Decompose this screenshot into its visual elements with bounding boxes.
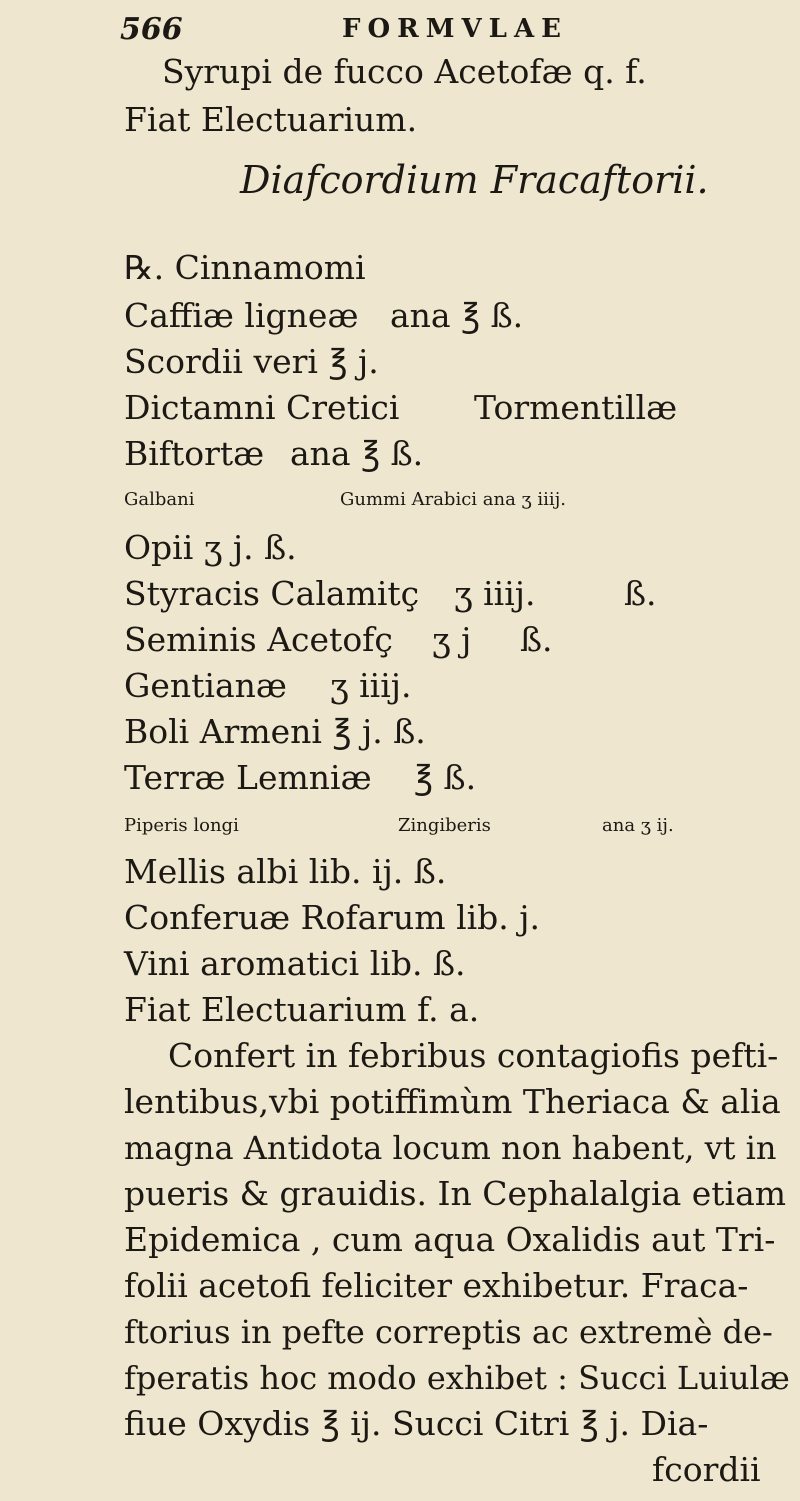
- running-title: FORMVLAE: [342, 14, 568, 44]
- ingredient: Piperis longi: [124, 815, 239, 836]
- ingredient: Caffiæ ligneæ: [124, 296, 359, 335]
- intro-line-1: Syrupi de fucco Acetofæ q. f.: [162, 52, 647, 91]
- paragraph-line: Epidemica , cum aqua Oxalidis aut Tri-: [124, 1220, 776, 1259]
- ingredient: Scordii veri ℥ j.: [124, 342, 379, 381]
- ingredient: ℞. Cinnamomi: [124, 248, 366, 287]
- ingredient: Gentianæ: [124, 666, 287, 705]
- dosage-half: ß.: [520, 620, 553, 659]
- dosage: ana ℥ ß.: [290, 434, 424, 473]
- ingredient: Dictamni Cretici: [124, 388, 400, 427]
- dosage: ana ʒ ij.: [602, 815, 674, 836]
- intro-line-2: Fiat Electuarium.: [124, 100, 418, 139]
- ingredient: Mellis albi lib. ij. ß.: [124, 852, 447, 891]
- dosage: ana ℥ ß.: [390, 296, 524, 335]
- ingredient: Styracis Calamitç: [124, 574, 420, 613]
- paragraph-line: Confert in febribus contagiofis pefti-: [168, 1036, 779, 1075]
- dosage: ʒ iiij.: [330, 666, 412, 705]
- catchword: fcordii: [652, 1450, 761, 1489]
- dosage: ʒ j: [432, 620, 472, 659]
- dosage: ℥ ß.: [414, 758, 477, 797]
- ingredient: Vini aromatici lib. ß.: [124, 944, 466, 983]
- ingredient: Biftortæ: [124, 434, 265, 473]
- ingredient: Seminis Acetofç: [124, 620, 393, 659]
- paragraph-line: magna Antidota locum non habent, vt in: [124, 1129, 777, 1167]
- ingredient: Opii ʒ j. ß.: [124, 528, 297, 567]
- dosage-half: ß.: [624, 574, 657, 613]
- paragraph-line: fiue Oxydis ℥ ij. Succi Citri ℥ j. Dia-: [124, 1404, 709, 1443]
- page-number: 566: [120, 12, 183, 47]
- dosage: ʒ iiij.: [454, 574, 536, 613]
- ingredient: Zingiberis: [398, 815, 491, 836]
- ingredient: Tormentillæ: [474, 388, 678, 427]
- instruction: Fiat Electuarium f. a.: [124, 990, 480, 1029]
- paragraph-line: fperatis hoc modo exhibet : Succi Luiulæ: [124, 1359, 790, 1397]
- ingredient: Galbani: [124, 489, 195, 510]
- ingredient-dosage: Gummi Arabici ana ʒ iiij.: [340, 489, 566, 510]
- recipe-title: Diafcordium Fracaftorii.: [240, 158, 709, 202]
- ingredient: Conferuæ Rofarum lib. j.: [124, 898, 540, 937]
- paragraph-line: pueris & grauidis. In Cephalalgia etiam: [124, 1174, 787, 1213]
- ingredient: Boli Armeni ℥ j. ß.: [124, 712, 426, 751]
- ingredient: Terræ Lemniæ: [124, 758, 372, 797]
- page-header: [0, 12, 800, 48]
- paragraph-line: folii acetofi feliciter exhibetur. Fraca-: [124, 1266, 749, 1305]
- paragraph-line: ftorius in pefte correptis ac extremè de-: [124, 1313, 773, 1351]
- paragraph-line: lentibus,vbi potiffimùm Theriaca & alia: [124, 1082, 781, 1121]
